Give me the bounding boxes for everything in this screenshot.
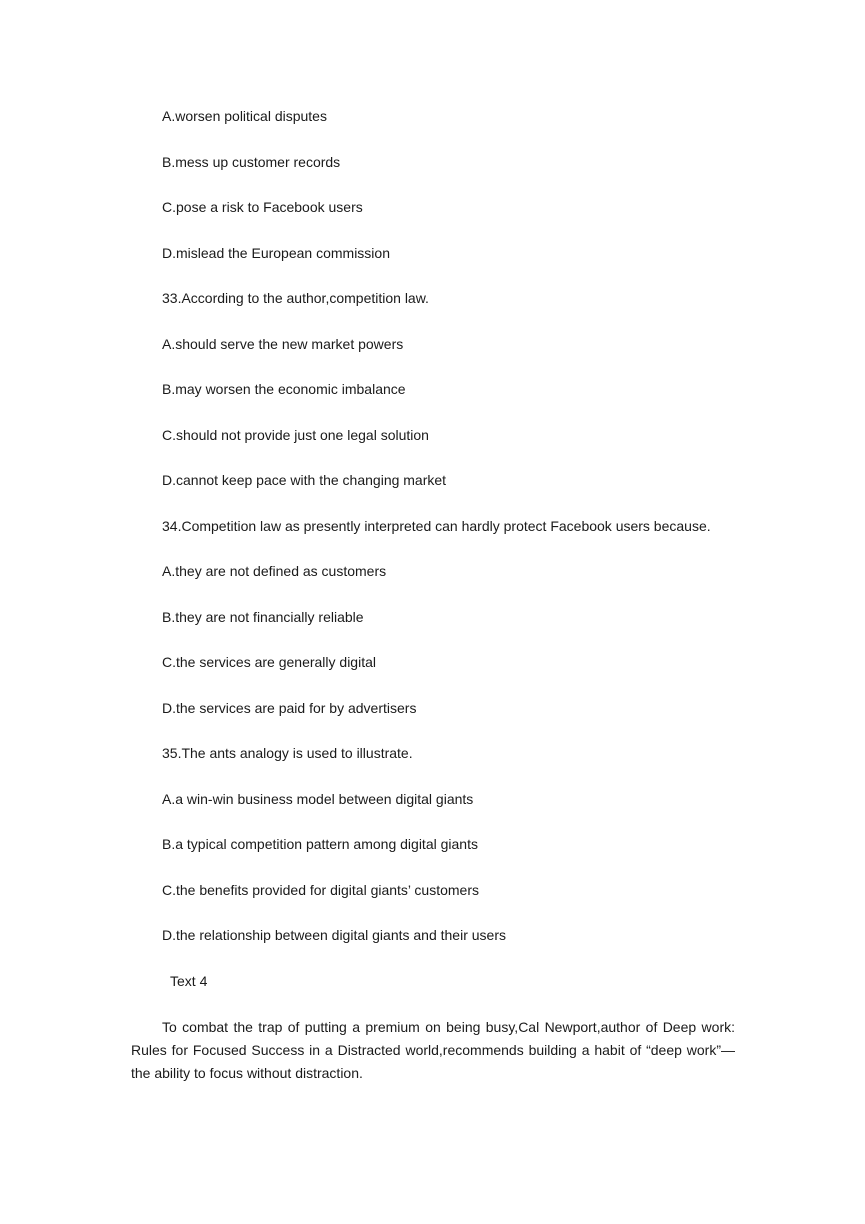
text-4-paragraph: To combat the trap of putting a premium on being busy,Cal Newport,author of Deep work: Rules for Focused Success in a Distracted world,recommends building a habit of “deep work”—the ability to focus without distraction.	[131, 1019, 735, 1081]
option-32a: A.worsen political disputes	[162, 108, 327, 124]
question-34: 34.Competition law as presently interpreted can hardly protect Facebook users because.	[162, 518, 711, 534]
option-35c: C.the benefits provided for digital giants’ customers	[162, 882, 479, 898]
option-32d: D.mislead the European commission	[162, 245, 390, 261]
option-34c: C.the services are generally digital	[162, 654, 376, 670]
option-33c: C.should not provide just one legal solution	[162, 427, 429, 443]
option-32b: B.mess up customer records	[162, 154, 341, 170]
option-32c: C.pose a risk to Facebook users	[162, 199, 363, 215]
section-heading-text-4: Text 4	[170, 973, 208, 989]
question-33: 33.According to the author,competition law.	[162, 290, 429, 306]
option-34b: B.they are not financially reliable	[162, 609, 364, 625]
option-33d: D.cannot keep pace with the changing market	[162, 472, 447, 488]
question-35: 35.The ants analogy is used to illustrate.	[162, 745, 413, 761]
option-33b: B.may worsen the economic imbalance	[162, 381, 406, 397]
option-33a: A.should serve the new market powers	[162, 336, 404, 352]
option-34d: D.the services are paid for by advertisers	[162, 700, 417, 716]
option-35a: A.a win-win business model between digital giants	[162, 791, 474, 807]
option-35b: B.a typical competition pattern among digital giants	[162, 836, 478, 852]
option-34a: A.they are not defined as customers	[162, 563, 387, 579]
option-35d: D.the relationship between digital giants and their users	[162, 927, 506, 943]
